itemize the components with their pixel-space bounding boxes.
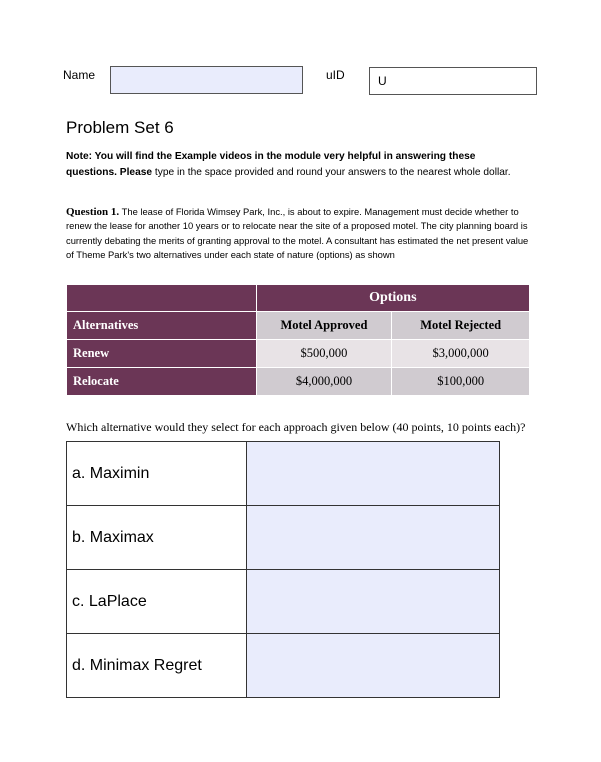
answer-input-maximax[interactable] bbox=[247, 506, 500, 570]
table-corner-cell bbox=[67, 285, 257, 312]
answer-label-laplace: c. LaPlace bbox=[67, 570, 247, 634]
answer-label-minimax-regret: d. Minimax Regret bbox=[67, 634, 247, 698]
answers-table bbox=[66, 441, 500, 698]
table-row bbox=[67, 340, 530, 368]
row-label-relocate: Relocate bbox=[67, 368, 257, 396]
answer-label-maximax: b. Maximax bbox=[67, 506, 247, 570]
approach-prompt: Which alternative would they select for each approach given below (40 points, 10 points each)? bbox=[66, 420, 526, 434]
options-header: Options bbox=[256, 285, 529, 312]
alternatives-header: Alternatives bbox=[67, 312, 257, 340]
row-label-renew: Renew bbox=[67, 340, 257, 368]
answer-input-maximin[interactable] bbox=[247, 442, 500, 506]
answer-label-maximin: a. Maximin bbox=[67, 442, 247, 506]
table-cell: $4,000,000 bbox=[256, 368, 392, 396]
note-paragraph bbox=[66, 149, 526, 180]
answer-input-minimax-regret[interactable] bbox=[247, 634, 500, 698]
answer-input-laplace[interactable] bbox=[247, 570, 500, 634]
page-title: Problem Set 6 bbox=[66, 118, 174, 137]
answer-row bbox=[67, 506, 500, 570]
column-header-motel-approved: Motel Approved bbox=[256, 312, 392, 340]
answer-row bbox=[67, 442, 500, 506]
table-cell: $3,000,000 bbox=[392, 340, 530, 368]
note-rest: type in the space provided and round your answers to the nearest whole dollar. bbox=[152, 166, 511, 178]
table-cell: $100,000 bbox=[392, 368, 530, 396]
name-label: Name bbox=[63, 68, 96, 82]
uid-input[interactable] bbox=[369, 67, 537, 95]
table-row bbox=[67, 368, 530, 396]
name-input-value bbox=[111, 67, 302, 73]
answer-row bbox=[67, 634, 500, 698]
name-input[interactable] bbox=[110, 66, 303, 94]
uid-input-value: U bbox=[378, 74, 387, 88]
answer-row bbox=[67, 570, 500, 634]
question-1 bbox=[66, 205, 536, 263]
table-row bbox=[67, 312, 530, 340]
note-bold: Note: You will find the Example videos in the module very helpful in answering these questions. Please bbox=[66, 151, 476, 178]
question-1-label: Question 1. bbox=[66, 206, 120, 218]
uid-label: uID bbox=[326, 68, 345, 82]
column-header-motel-rejected: Motel Rejected bbox=[392, 312, 530, 340]
payoff-table bbox=[66, 284, 530, 396]
question-1-text: The lease of Florida Wimsey Park, Inc., is about to expire. Management must decide whether to renew the lease for another 10 years or to relocate near the site of a proposed motel. The city planning board is currently debating the merits of granting approval to the motel. A consultant has estimated the net present value of Theme Park's two alternatives under each state of nature (options) as shown bbox=[66, 206, 529, 261]
table-cell: $500,000 bbox=[256, 340, 392, 368]
table-row bbox=[67, 285, 530, 312]
